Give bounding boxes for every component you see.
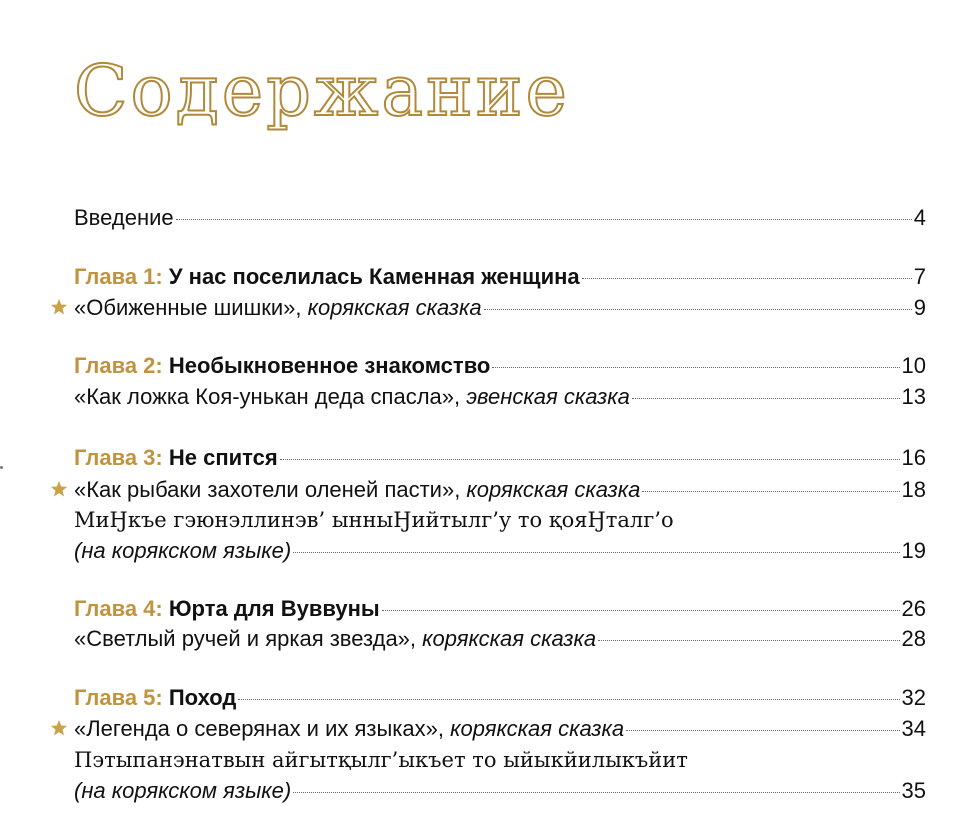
toc-entry-story-5-koryak-line1[interactable] xyxy=(74,745,926,775)
toc-entry-chapter-1[interactable] xyxy=(74,262,926,292)
dot-leader xyxy=(382,610,900,611)
page-number: 7 xyxy=(913,264,926,289)
chapter-title: Поход xyxy=(168,685,237,710)
story-title: «Светлый ручей и яркая звезда», xyxy=(74,626,423,651)
dot-leader xyxy=(598,640,899,641)
chapter-label: Глава 3: xyxy=(74,445,163,470)
toc-entry-chapter-4[interactable] xyxy=(74,594,926,624)
toc-entry-chapter-3[interactable] xyxy=(74,443,926,473)
dot-leader xyxy=(484,309,912,310)
toc-entry-intro[interactable] xyxy=(74,203,926,233)
chapter-label: Глава 1: xyxy=(74,264,163,289)
dot-leader xyxy=(626,730,899,731)
story-title-koryak: МиӇкъе гэюнэллинэв’ ынныӇийтылг’у то қояӇталг’о xyxy=(74,508,674,532)
toc-entry-story-2[interactable] xyxy=(74,382,926,412)
toc-entry-chapter-2[interactable] xyxy=(74,351,926,381)
toc-entry-story-5[interactable] xyxy=(74,714,926,744)
toc-entry-story-3-koryak[interactable] xyxy=(74,536,926,566)
margin-dot xyxy=(0,466,3,469)
star-icon xyxy=(50,480,68,498)
toc-entry-story-5-koryak[interactable] xyxy=(74,776,926,806)
toc-entry-story-3[interactable] xyxy=(74,475,926,505)
toc-entry-story-3-koryak-line1[interactable] xyxy=(74,505,926,535)
page-number: 13 xyxy=(901,384,926,409)
page-number: 16 xyxy=(901,445,926,470)
story-title: «Как ложка Коя-унькан деда спасла», xyxy=(74,384,467,409)
page-number: 18 xyxy=(901,477,926,502)
chapter-title: У нас поселилась Каменная женщина xyxy=(168,264,580,289)
language-note: (на корякском языке) xyxy=(74,778,292,803)
star-icon xyxy=(50,719,68,737)
page-number: 19 xyxy=(901,538,926,563)
story-title: «Легенда о северянах и их языках», xyxy=(74,716,451,741)
chapter-title: Не спится xyxy=(168,445,278,470)
dot-leader xyxy=(492,367,899,368)
story-tag: корякская сказка xyxy=(466,477,641,502)
chapter-title: Необыкновенное знакомство xyxy=(168,353,491,378)
page-number: 10 xyxy=(901,353,926,378)
dot-leader xyxy=(176,219,912,220)
page-number: 28 xyxy=(901,626,926,651)
story-tag: корякская сказка xyxy=(450,716,625,741)
dot-leader xyxy=(238,699,899,700)
star-icon xyxy=(50,298,68,316)
chapter-label: Глава 4: xyxy=(74,596,163,621)
page-number: 35 xyxy=(901,778,926,803)
dot-leader xyxy=(582,278,912,279)
story-title-koryak: Пэтыпанэнатвын айгытқылг’ыкъет то ыйыкйилыкъйит xyxy=(74,748,688,772)
page-number: 4 xyxy=(913,205,926,230)
entry-title: Введение xyxy=(74,205,174,230)
page-number: 26 xyxy=(901,596,926,621)
dot-leader xyxy=(293,552,899,553)
toc-entry-story-1[interactable] xyxy=(74,293,926,323)
story-tag: корякская сказка xyxy=(422,626,597,651)
chapter-title: Юрта для Вуввуны xyxy=(168,596,380,621)
toc-entry-chapter-5[interactable] xyxy=(74,683,926,713)
page-number: 34 xyxy=(901,716,926,741)
chapter-label: Глава 2: xyxy=(74,353,163,378)
story-tag: корякская сказка xyxy=(307,295,482,320)
story-tag: эвенская сказка xyxy=(466,384,630,409)
page-number: 32 xyxy=(901,685,926,710)
dot-leader xyxy=(632,398,900,399)
language-note: (на корякском языке) xyxy=(74,538,292,563)
page-title: Содержание xyxy=(74,50,570,132)
page-number: 9 xyxy=(913,295,926,320)
dot-leader xyxy=(280,459,900,460)
chapter-label: Глава 5: xyxy=(74,685,163,710)
story-title: «Обиженные шишки», xyxy=(74,295,308,320)
dot-leader xyxy=(642,491,899,492)
dot-leader xyxy=(293,792,899,793)
toc-entry-story-4[interactable] xyxy=(74,624,926,654)
story-title: «Как рыбаки захотели оленей пасти», xyxy=(74,477,467,502)
